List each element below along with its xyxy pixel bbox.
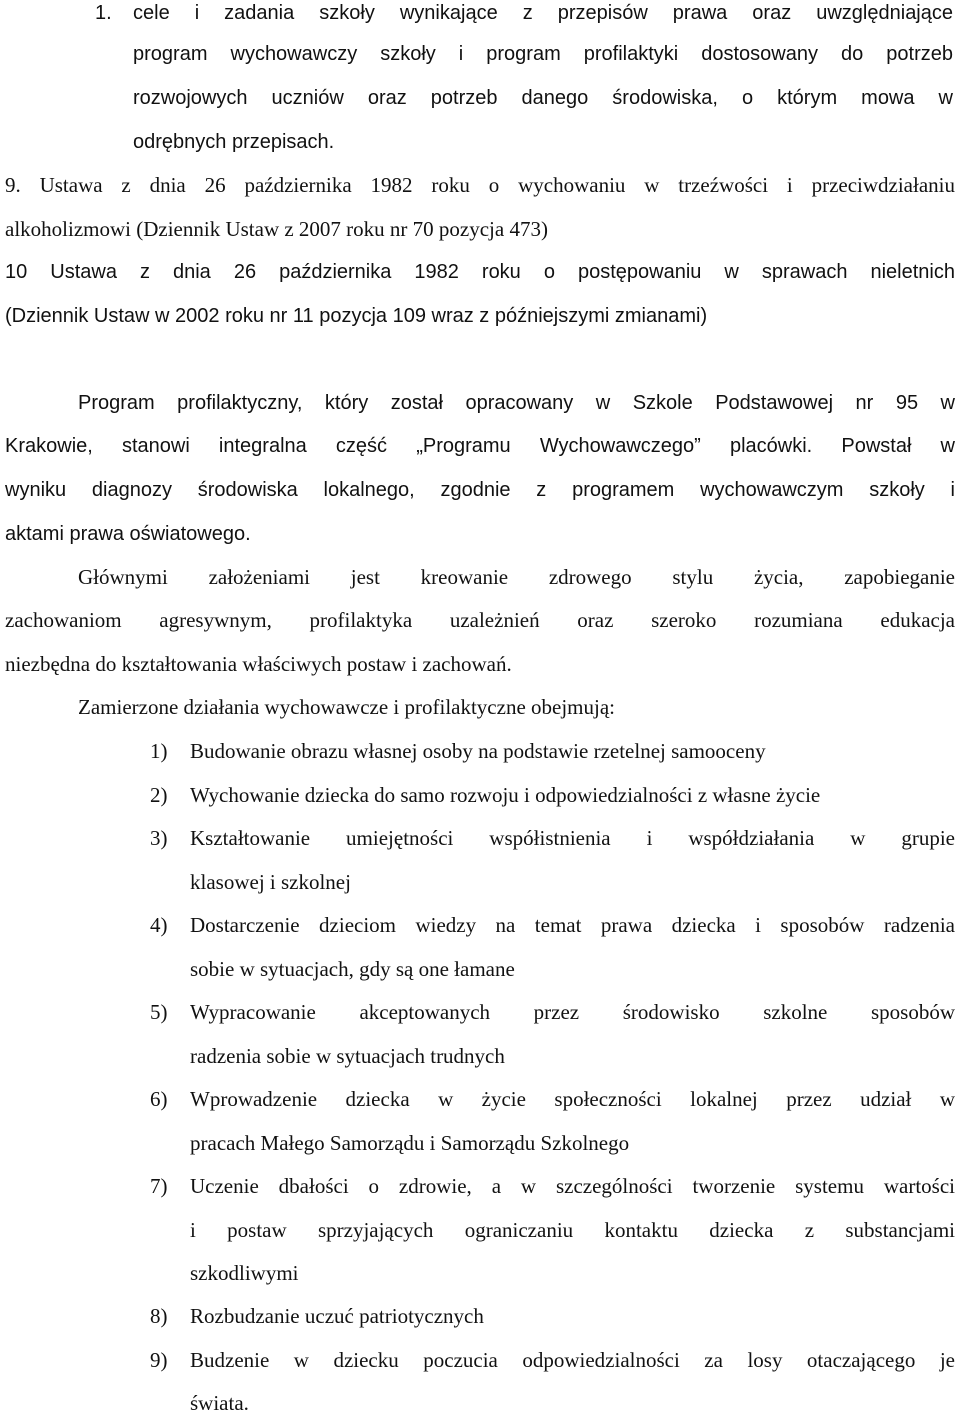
- action-line: Budowanie obrazu własnej osoby na podstawie rzetelnej samooceny: [190, 739, 766, 763]
- law9-line-2: alkoholizmowi (Dziennik Ustaw z 2007 roku nr 70 pozycja 473): [5, 217, 548, 241]
- program-line-3: wyniku diagnozy środowiska lokalnego, zgodnie z programem wychowawczym szkoły i: [5, 479, 955, 501]
- law10-line-2: (Dziennik Ustaw w 2002 roku nr 11 pozycja 109 wraz z późniejszymi zmianami): [5, 305, 708, 327]
- action-number: 4): [150, 913, 168, 937]
- actions-intro: Zamierzone działania wychowawcze i profilaktyczne obejmują:: [78, 695, 615, 719]
- action-line: sobie w sytuacjach, gdy są one łamane: [190, 957, 515, 981]
- zalozenia-line-3: niezbędna do kształtowania właściwych postaw i zachowań.: [5, 652, 512, 676]
- action-line: Wychowanie dziecka do samo rozwoju i odpowiedzialności z własne życie: [190, 783, 821, 807]
- zalozenia-line-2: zachowaniom agresywnym, profilaktyka uzależnień oraz szeroko rozumiana edukacja: [5, 608, 955, 632]
- program-line-2: Krakowie, stanowi integralna część „Programu Wychowawczego” placówki. Powstał w: [5, 435, 955, 457]
- item1-line-4: odrębnych przepisach.: [133, 131, 335, 153]
- action-line: Wypracowanie akceptowanych przez środowisko szkolne sposobów: [190, 1000, 955, 1024]
- action-number: 2): [150, 783, 168, 807]
- action-number: 5): [150, 1000, 168, 1024]
- action-line: pracach Małego Samorządu i Samorządu Szkolnego: [190, 1131, 630, 1155]
- action-line: szkodliwymi: [190, 1261, 299, 1285]
- action-line: klasowej i szkolnej: [190, 870, 351, 894]
- action-number: 9): [150, 1348, 168, 1372]
- law9-line-1: 9. Ustawa z dnia 26 października 1982 roku o wychowaniu w trzeźwości i przeciwdziałaniu: [5, 173, 955, 197]
- action-number: 6): [150, 1087, 168, 1111]
- item1-line-2: program wychowawczy szkoły i program profilaktyki dostosowany do potrzeb: [133, 43, 953, 65]
- action-number: 8): [150, 1304, 168, 1328]
- item1-number: 1.: [95, 2, 112, 24]
- action-line: Dostarczenie dzieciom wiedzy na temat prawa dziecka i sposobów radzenia: [190, 913, 955, 937]
- program-line-4: aktami prawa oświatowego.: [5, 523, 251, 545]
- law10-line-1: 10 Ustawa z dnia 26 października 1982 roku o postępowaniu w sprawach nieletnich: [5, 261, 955, 283]
- zalozenia-line-1: Głównymi założeniami jest kreowanie zdrowego stylu życia, zapobieganie: [78, 565, 955, 589]
- action-line: Uczenie dbałości o zdrowie, a w szczególności tworzenie systemu wartości: [190, 1174, 955, 1198]
- item1-line-1: cele i zadania szkoły wynikające z przepisów prawa oraz uwzględniające: [133, 2, 953, 24]
- action-line: Wprowadzenie dziecka w życie społeczności lokalnej przez udział w: [190, 1087, 955, 1111]
- action-line: Rozbudzanie uczuć patriotycznych: [190, 1304, 484, 1328]
- action-line: Budzenie w dziecku poczucia odpowiedzialności za losy otaczającego je: [190, 1348, 955, 1372]
- action-line: i postaw sprzyjających ograniczaniu kontaktu dziecka z substancjami: [190, 1218, 955, 1242]
- item1-line-3: rozwojowych uczniów oraz potrzeb danego środowiska, o którym mowa w: [133, 87, 953, 109]
- action-number: 3): [150, 826, 168, 850]
- action-number: 1): [150, 739, 168, 763]
- action-number: 7): [150, 1174, 168, 1198]
- action-line: radzenia sobie w sytuacjach trudnych: [190, 1044, 505, 1068]
- action-line: Kształtowanie umiejętności współistnienia i współdziałania w grupie: [190, 826, 955, 850]
- program-line-1: Program profilaktyczny, który został opracowany w Szkole Podstawowej nr 95 w: [78, 392, 955, 414]
- action-line: świata.: [190, 1391, 249, 1415]
